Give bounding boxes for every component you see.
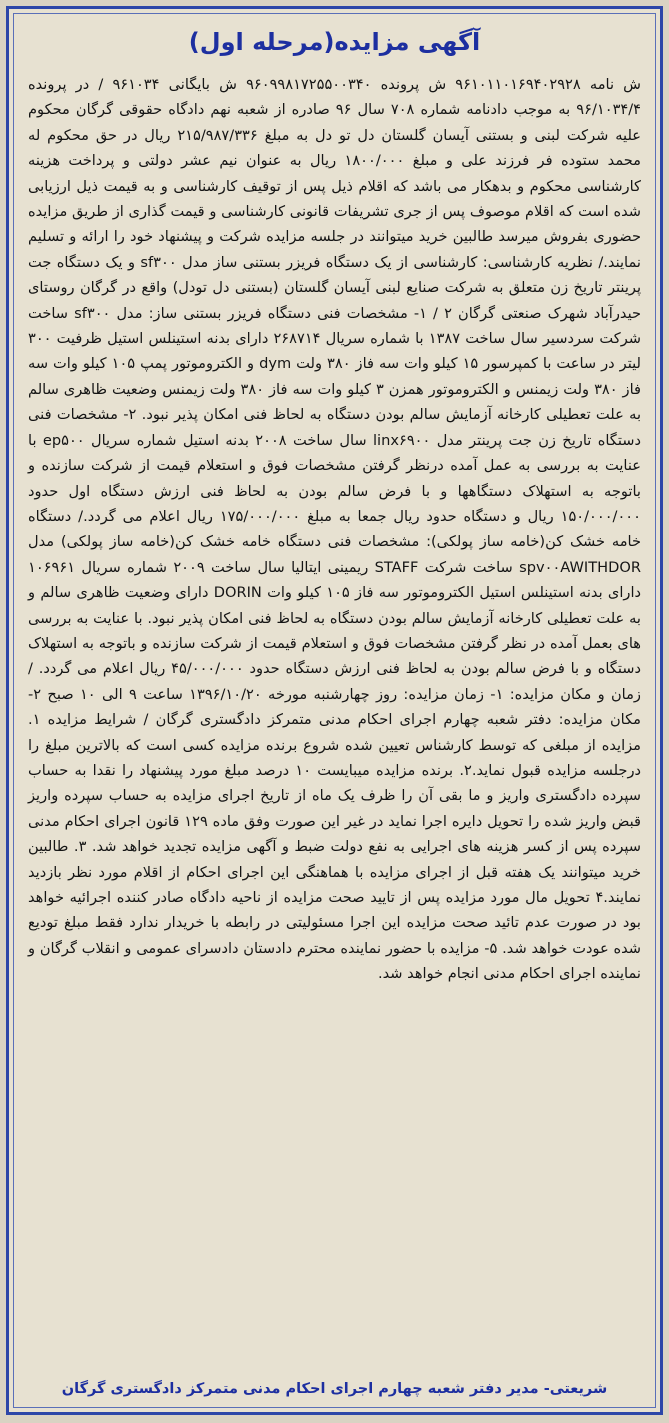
notice-title: (آگهی مزایده(مرحله اول: [188, 28, 481, 56]
notice-body: [28, 72, 641, 987]
notice-signature: شریعتی- مدیر دفتر شعبه چهارم اجرای احکام مدنی متمرکز دادگستری گرگان: [61, 1381, 608, 1397]
notice-frame: [6, 6, 663, 1415]
notice-inner-border: [13, 13, 656, 1408]
notice-body-text: ش نامه ۹۶۱۰۱۱۰۱۶۹۴۰۲۹۲۸ ش پرونده ۹۶۰۹۹۸۱۷۲۵۵۰۰۳۴۰ ش بایگانی ۹۶۱۰۳۴ / در پرونده ۹۶/۱۰۳۴/۴ به موجب دادنامه شماره ۷۰۸ سال ۹۶ صادره از شعبه نهم دادگاه حقوقی گرگان محکوم علیه شرکت لبنی و بستنی آیسان گلستان دل تو دل به مبلغ ۲۱۵/۹۸۷/۳۳۶ ریال در حق محکوم له محمد ستوده فر فرزند علی و مبلغ ۱۸۰۰/۰۰۰ ریال به عنوان نیم عشر دولتی و پرداخت هزینه کارشناسی محکوم و بدهکار می باشد که اقلام ذیل پس از توقیف کارشناسی و به قیمت ذیل ارزیابی شده است که اقلام موصوف پس از جری تشریفات قانونی کارشناسی و قیمت گذاری از طریق مزایده حضوری بفروش میرسد طالبین خرید میتوانند در جلسه مزایده شرکت و پیشنهاد خود را ارائه و تسلیم نمایند./ نظریه کارشناسی: کارشناسی از یک دستگاه فریزر بستنی ساز مدل sf۳۰۰ و یک دستگاه جت پرینتر تاریخ زن متعلق به شرکت صنایع لبنی آیسان گلستان (بستنی دل تودل) واقع در گرگان روستای حیدرآباد شهرک صنعتی گرگان ۲ / ۱- مشخصات فنی دستگاه فریزر بستنی ساز: مدل sf۳۰۰ ساخت شرکت سردسیر سال ساخت ۱۳۸۷ با شماره سریال ۲۶۸۷۱۴ دارای بدنه استینلس استیل ظرفیت ۳۰۰ لیتر در ساعت با کمپرسور ۱۵ کیلو وات سه فاز ۳۸۰ ولت dym و الکتروموتور پمپ ۱۰۵ کیلو وات سه فاز ۳۸۰ ولت زیمنس و الکتروموتور همزن ۳ کیلو وات سه فاز ۳۸۰ ولت زیمنس وضعیت ظاهری سالم به علت تعطیلی کارخانه آزمایش سالم بودن دستگاه به لحاظ فنی امکان پذیر نبود. ۲- مشخصات فنی دستگاه تاریخ زن جت پرینتر مدل linx۶۹۰۰ سال ساخت ۲۰۰۸ بدنه استیل شماره سریال ep۵۰۰ با عنایت به بررسی به عمل آمده درنظر گرفتن مشخصات فوق و استعلام قیمت از شرکت سازنده و باتوجه به استهلاک دستگاهها و با فرض سالم بودن به لحاظ فنی ارزش دستگاه اول حدود ۱۵۰/۰۰۰/۰۰۰ ریال و دستگاه حدود ریال جمعا به مبلغ ۱۷۵/۰۰۰/۰۰۰ ریال اعلام می گردد./ دستگاه خامه خشک کن(خامه ساز پولکی): مشخصات فنی دستگاه خامه خشک کن(خامه ساز پولکی) مدل spv۰۰AWITHDOR ساخت شرکت STAFF ریمینی ایتالیا سال ساخت ۲۰۰۹ شماره سریال ۱۰۶۹۶۱ دارای بدنه استینلس استیل الکتروموتور سه فاز ۱۰۵ کیلو وات DORIN دارای وضعیت ظاهری سالم و به علت تعطیلی کارخانه آزمایش سالم بودن دستگاه به لحاظ فنی امکان پذیر نبود. با عنایت به بررسی های بعمل آمده در نظر گرفتن مشخصات فوق و استعلام قیمت از شرکت سازنده و باتوجه به استهلاک دستگاه و با فرض سالم بودن به لحاظ فنی ارزش دستگاه حدود ۴۵/۰۰۰/۰۰۰ ریال اعلام می گردد. / زمان و مکان مزایده: ۱- زمان مزایده: روز چهارشنبه مورخه ۱۳۹۶/۱۰/۲۰ ساعت ۹ الی ۱۰ صبح ۲- مکان مزایده: دفتر شعبه چهارم اجرای احکام مدنی متمرکز دادگستری گرگان / شرایط مزایده ۱. مزایده از مبلغی که توسط کارشناس تعیین شده شروع برنده مزایده کسی است که بالاترین مبلغ را درجلسه مزایده قبول نماید.۲. برنده مزایده میبایست ۱۰ درصد مبلغ مورد پیشنهاد را نقدا به حساب سپرده دادگستری واریز و ما بقی آن را ظرف یک ماه از تاریخ اجرای مزایده به حساب سپرده واریز قبض واریز شده را تحویل دایره اجرا نماید در غیر این صورت وفق ماده ۱۲۹ قانون اجرای احکام مدنی سپرده پس از کسر هزینه های اجرایی به نفع دولت ضبط و آگهی مزایده تجدید خواهد شد. ۳. طالبین خرید میتوانند یک هفته قبل از اجرای مزایده با هماهنگی این اجرای احکام از اقلام مورد نظر بازدید نمایند.۴ تحویل مال مورد مزایده پس از تایید صحت مزایده از ناحیه دادگاه صادر کننده اجرائیه خواهد بود در صورت عدم تائید صحت مزایده این اجرا مسئولیتی در رابطه با خریدار ندارد فقط مبلغ تودیع شده عودت خواهد شد. ۵- مزایده با حضور نماینده محترم دادستان دادسرای عمومی و انقلاب گرگان و نماینده اجرای احکام مدنی انجام خواهد شد.: [28, 76, 642, 983]
